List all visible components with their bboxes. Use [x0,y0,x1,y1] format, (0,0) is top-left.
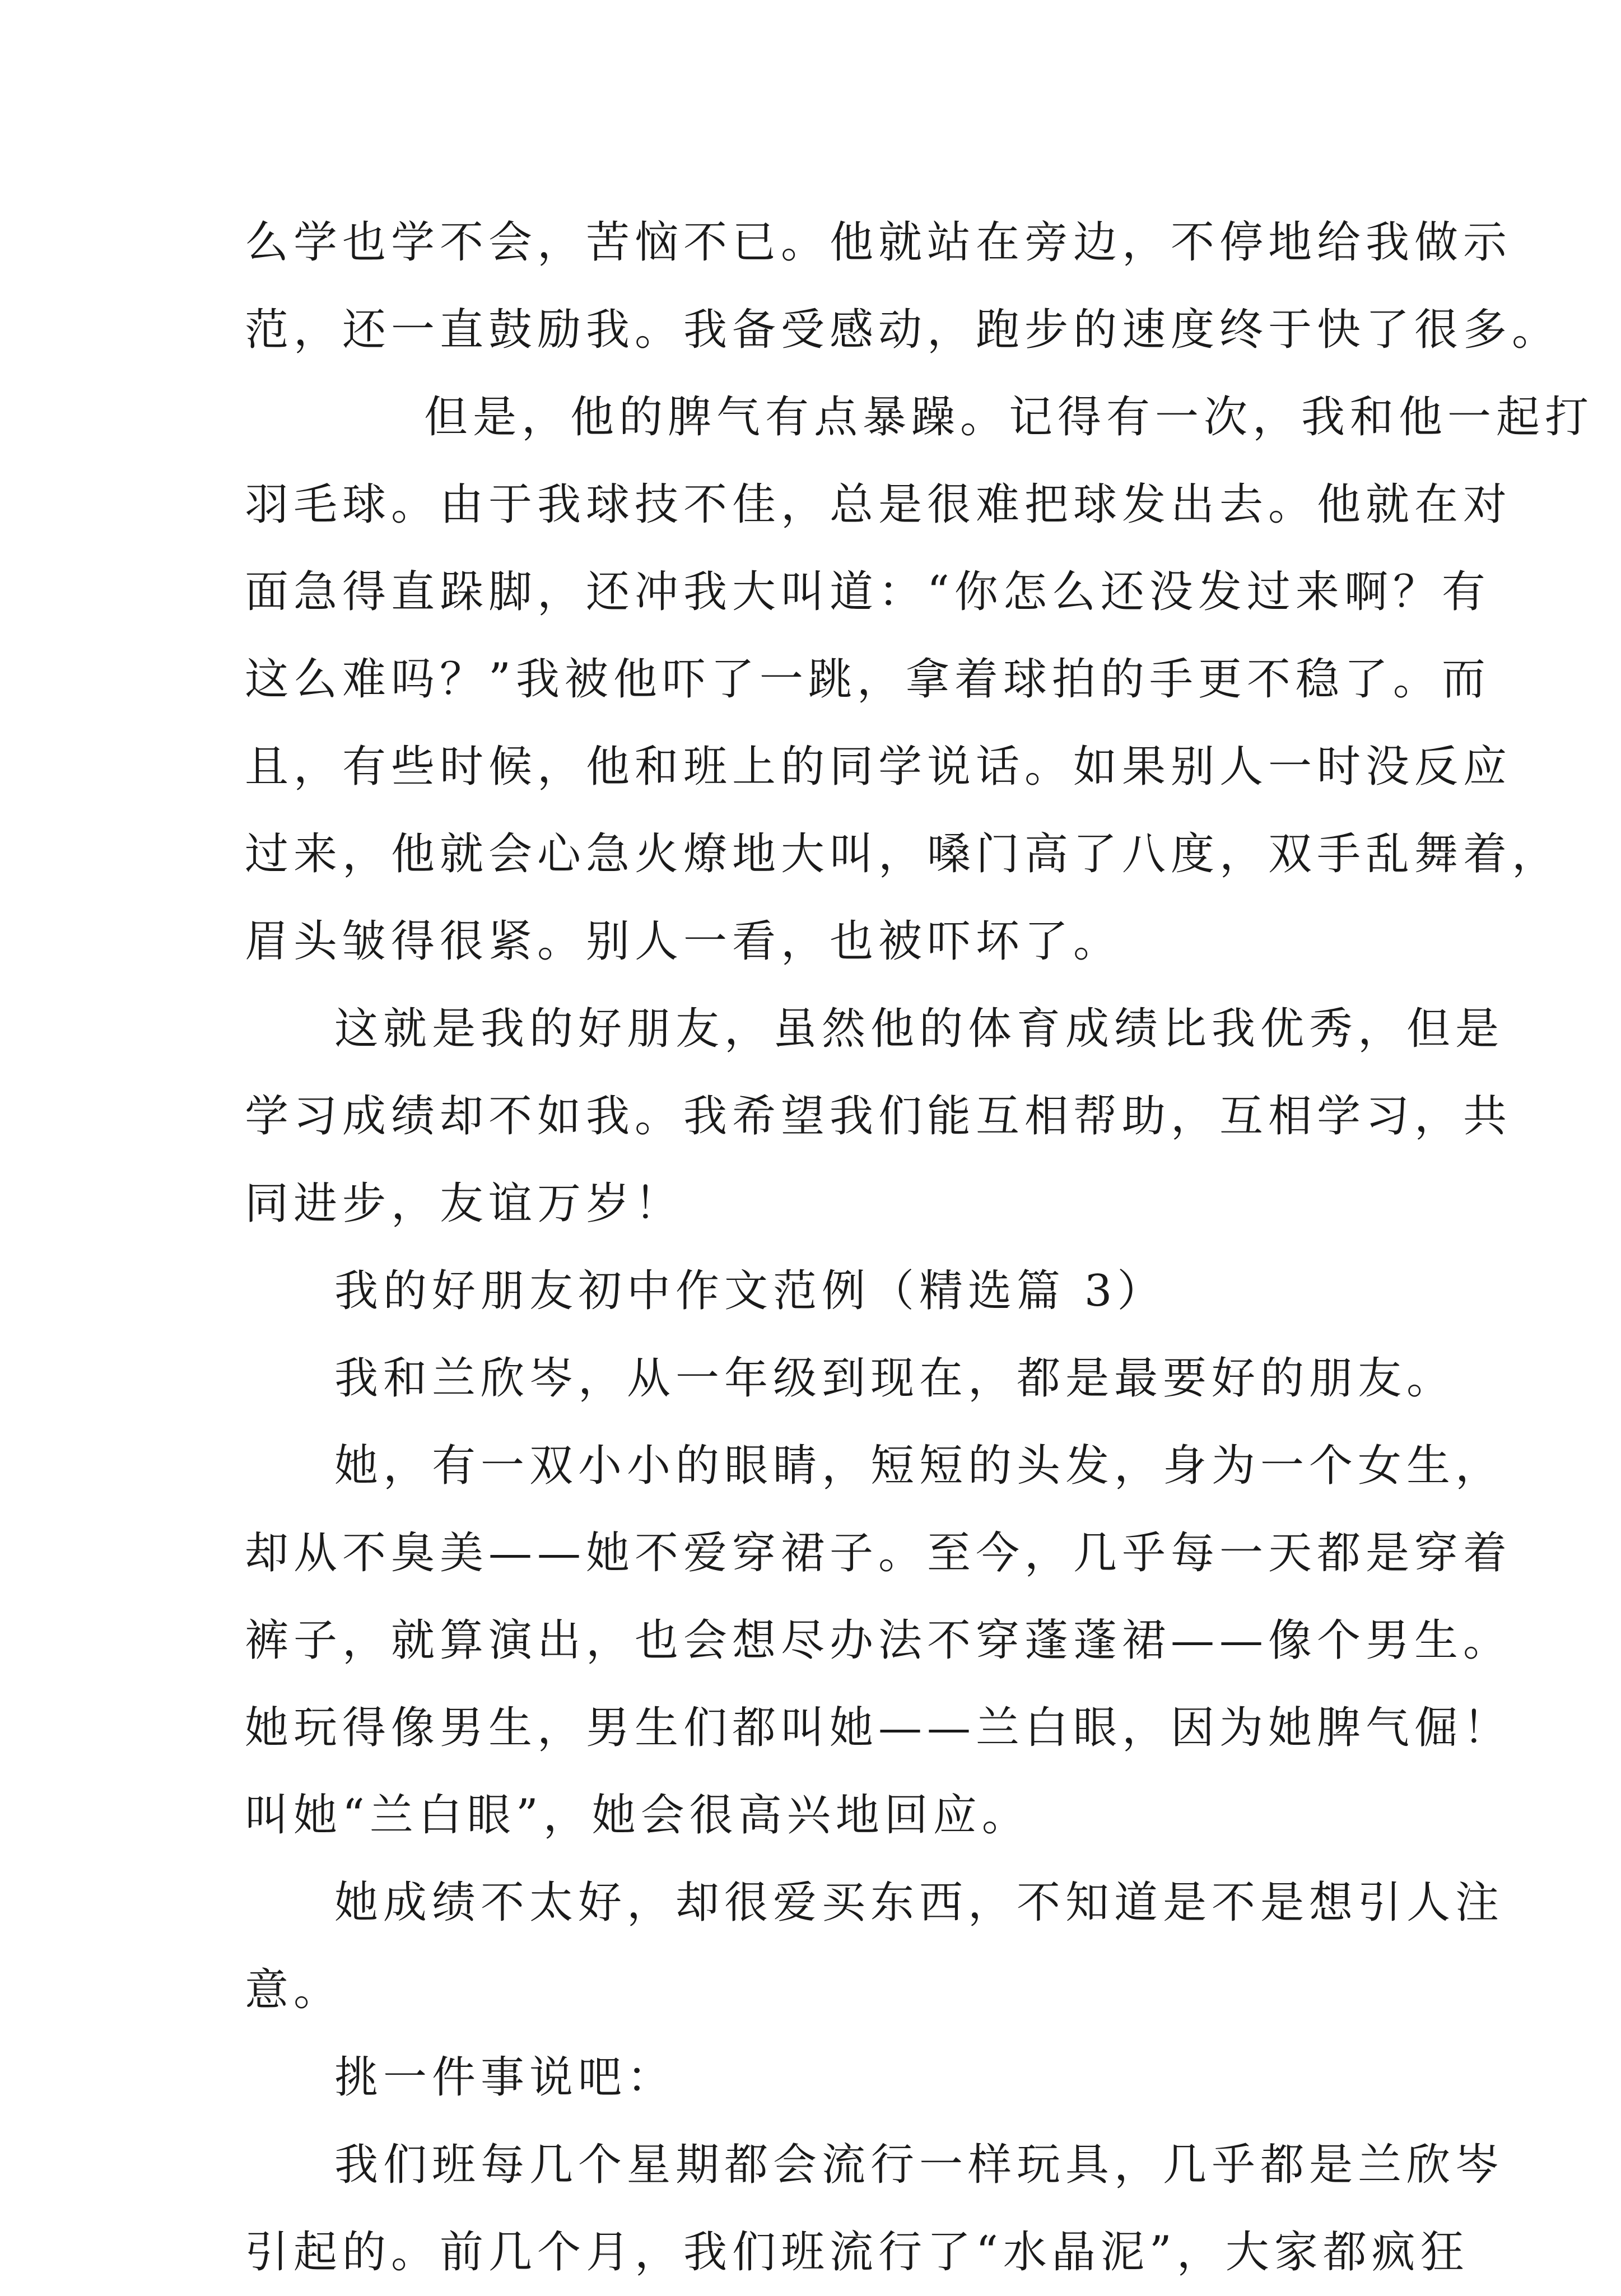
text-line: 引起的。前几个月，我们班流行了“水晶泥”，大家都疯狂 [245,2227,1469,2278]
paragraph [245,1859,1504,2034]
text-line: 她，有一双小小的眼睛，短短的头发，身为一个女生， [334,1441,1504,1491]
section-heading [245,1247,1410,1335]
text-line: 叫她“兰白眼”，她会很高兴地回应。 [245,1790,1031,1841]
paragraph [245,985,1512,1247]
paragraph [245,199,1561,374]
paragraph [245,1422,1512,1859]
text-line: 这就是我的好朋友，虽然他的体育成绩比我优秀，但是 [334,1004,1504,1054]
essay-body [245,199,1594,2296]
paragraph [245,1335,1456,1422]
text-line: 范，还一直鼓励我。我备受感动，跑步的速度终于快了很多。 [245,305,1561,355]
text-line: 眉头皱得很紧。别人一看，也被吓坏了。 [245,916,1122,967]
text-line: 羽毛球。由于我球技不佳，总是很难把球发出去。他就在对 [245,479,1512,530]
text-line: 挑一件事说吧： [334,2052,676,2103]
text-line: 我的好朋友初中作文范例（精选篇 3） [334,1266,1166,1316]
text-line: 她成绩不太好，却很爱买东西，不知道是不是想引人注 [334,1878,1504,1928]
text-line: 她玩得像男生，男生们都叫她——兰白眼，因为她脾气倔！ [245,1703,1512,1753]
paragraph [245,2034,1410,2121]
text-line: 裤子，就算演出，也会想尽办法不穿蓬蓬裙——像个男生。 [245,1615,1512,1666]
text-line: 学习成绩却不如我。我希望我们能互相帮助，互相学习，共 [245,1091,1512,1142]
text-line: 面急得直跺脚，还冲我大叫道：“你怎么还没发过来啊？有 [245,567,1490,617]
text-line: 却从不臭美——她不爱穿裙子。至今，几乎每一天都是穿着 [245,1528,1512,1578]
text-line: 我和兰欣岑，从一年级到现在，都是最要好的朋友。 [334,1353,1456,1404]
text-line: 意。 [245,1965,343,2015]
text-line: 但是，他的脾气有点暴躁。记得有一次，我和他一起打 [424,392,1594,443]
text-line: 么学也学不会，苦恼不已。他就站在旁边，不停地给我做示 [245,217,1512,268]
text-line: 我们班每几个星期都会流行一样玩具，几乎都是兰欣岑 [334,2140,1504,2190]
text-line: 且，有些时候，他和班上的同学说话。如果别人一时没反应 [245,742,1512,792]
text-line: 过来，他就会心急火燎地大叫，嗓门高了八度，双手乱舞着， [245,829,1561,879]
paragraph [245,2121,1504,2296]
paragraph [245,374,1594,985]
text-line: 这么难吗？”我被他吓了一跳，拿着球拍的手更不稳了。而 [245,654,1490,705]
text-line: 同进步，友谊万岁！ [245,1179,684,1229]
